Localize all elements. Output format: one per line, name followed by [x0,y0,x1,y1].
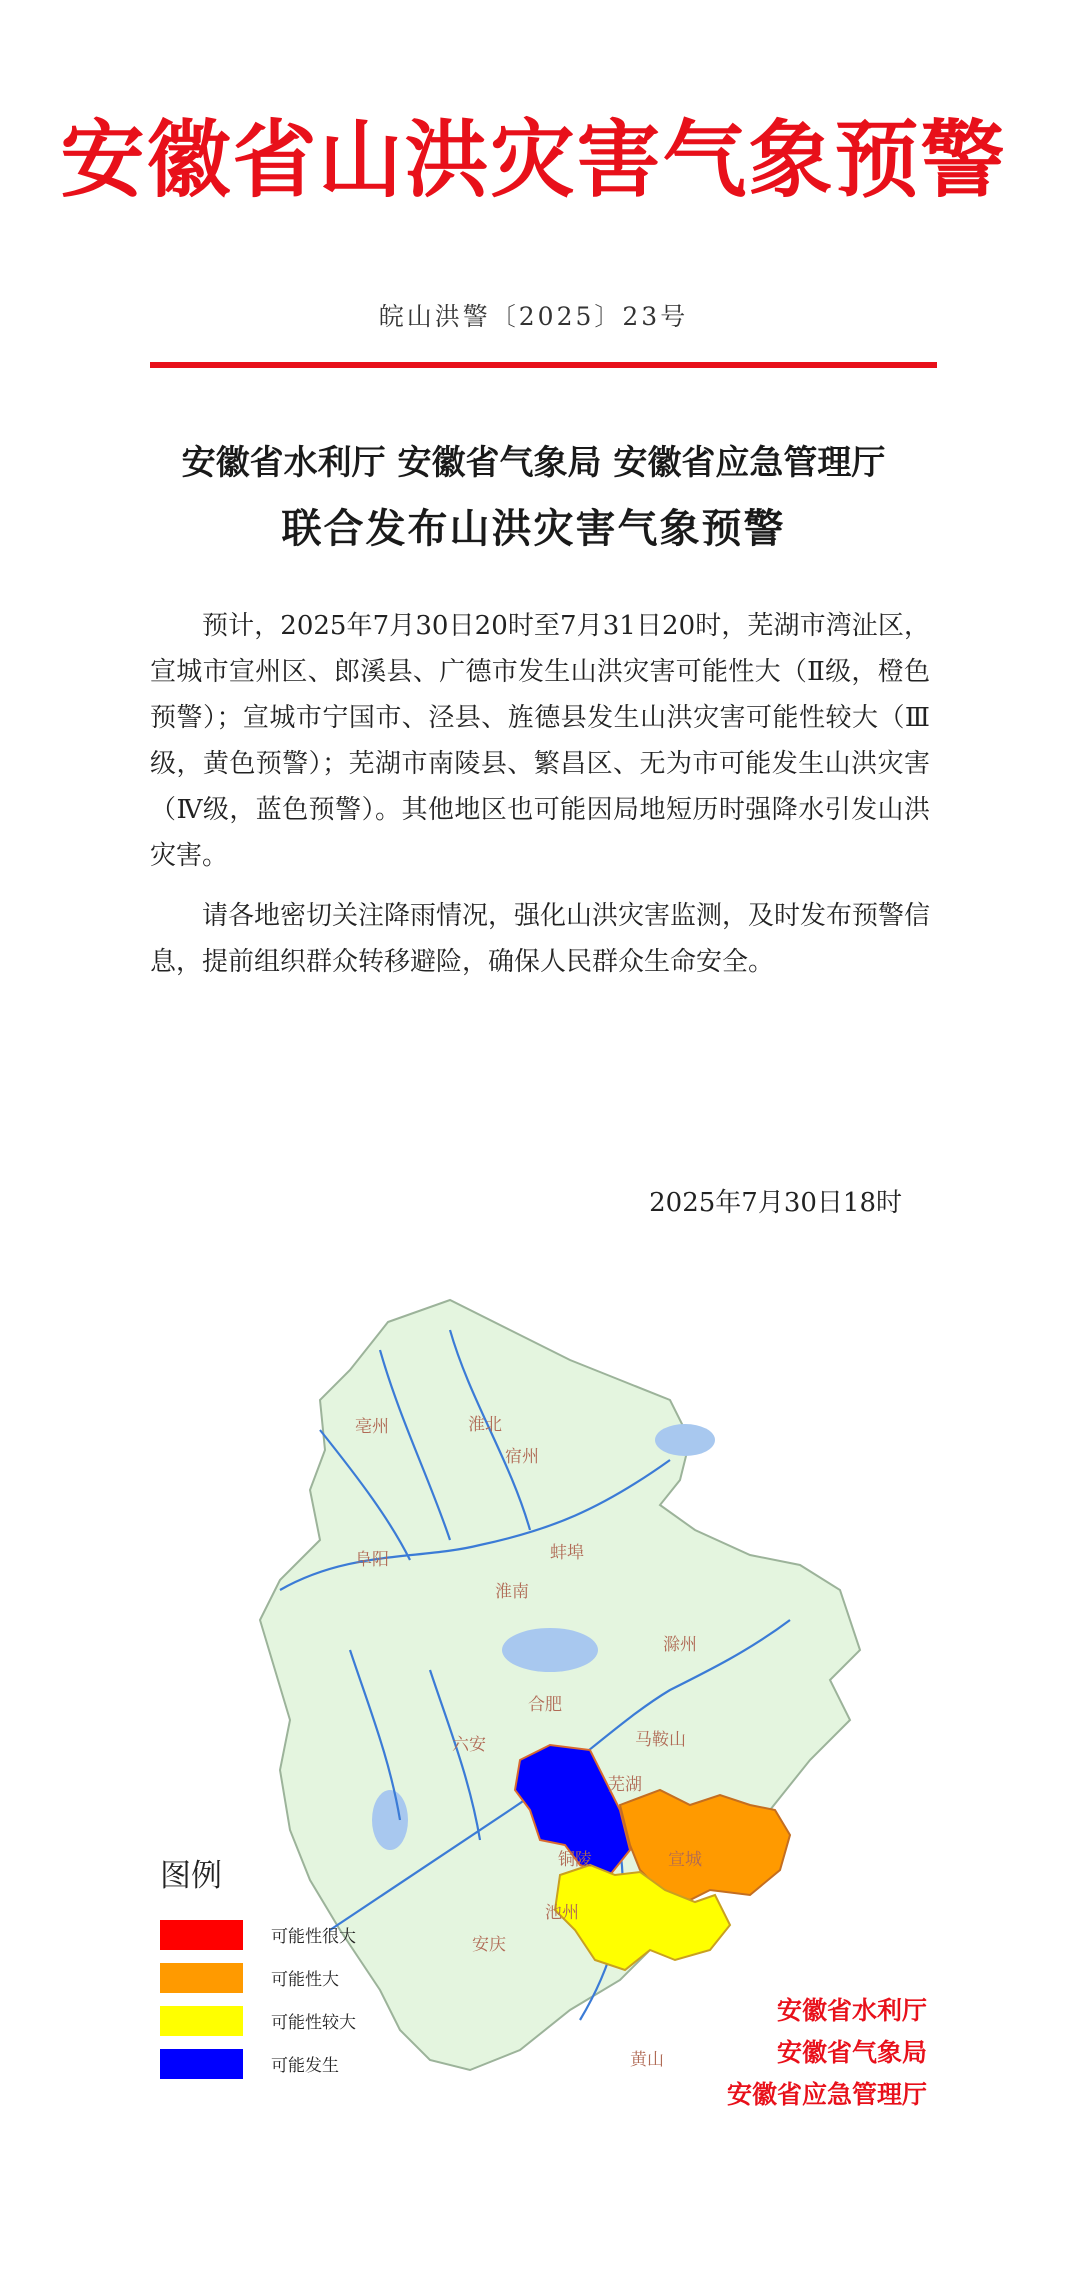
legend-swatch-blue [160,2049,243,2079]
legend-label: 可能性很大 [271,1927,356,1947]
map-legend [160,1850,356,2085]
lake-east [655,1424,715,1456]
lake-southwest [372,1790,408,1850]
city-label-bozhou: 亳州 [355,1417,389,1437]
legend-item-high [160,1956,356,1999]
masthead-title: 安徽省山洪灾害气象预警 [60,110,1007,209]
agency-water-resources: 安徽省水利厅 [776,1996,927,2025]
issuing-agencies: 安徽省水利厅 安徽省气象局 安徽省应急管理厅 [181,443,886,483]
city-label-maanshan: 马鞍山 [635,1730,686,1750]
legend-label: 可能性较大 [271,2013,356,2033]
legend-swatch-yellow [160,2006,243,2036]
city-label-anqing: 安庆 [472,1935,506,1955]
legend-item-very-high [160,1913,356,1956]
city-label-huainan: 淮南 [495,1582,529,1602]
agency-emergency-management: 安徽省应急管理厅 [726,2080,927,2109]
city-label-tongling: 铜陵 [558,1850,592,1870]
city-label-chizhou: 池州 [545,1903,579,1923]
legend-title: 图例 [160,1858,222,1894]
warning-body [150,603,930,999]
document-subtitle: 联合发布山洪灾害气象预警 [281,505,786,552]
legend-swatch-red [160,1920,243,1950]
city-label-wuhu: 芜湖 [608,1775,642,1795]
document-number: 皖山洪警〔2025〕23号 [378,302,689,331]
legend-item-possible [160,2042,356,2085]
agency-meteorology: 安徽省气象局 [776,2038,927,2067]
city-label-bengbu: 蚌埠 [550,1543,584,1563]
issue-date: 2025年7月30日18时 [649,1188,902,1218]
city-label-huangshan: 黄山 [630,2050,664,2070]
city-label-suzhou: 宿州 [505,1447,539,1467]
city-label-huaibei: 淮北 [468,1415,502,1435]
legend-label: 可能性大 [271,1970,339,1990]
city-label-fuyang: 阜阳 [355,1550,389,1570]
red-divider [150,362,937,368]
forecast-paragraph: 预计，2025年7月30日20时至7月31日20时，芜湖市湾沚区，宣城市宣州区、郎溪县、广德市发生山洪灾害可能性大（Ⅱ级，橙色预警）；宣城市宁国市、泾县、旌德县发生山洪灾害可能性较大（Ⅲ级，黄色预警）；芜湖市南陵县、繁昌区、无为市可能发生山洪灾害（Ⅳ级，蓝色预警）。其他地区也可能因局地短历时强降水引发山洪灾害。 [150,611,930,871]
city-label-chuzhou: 滁州 [663,1635,697,1655]
city-label-luan: 六安 [452,1735,486,1755]
legend-item-moderate [160,1999,356,2042]
lake-chaohu [502,1628,598,1672]
legend-label: 可能发生 [271,2056,339,2076]
legend-swatch-orange [160,1963,243,1993]
city-label-hefei: 合肥 [528,1695,562,1715]
advice-paragraph: 请各地密切关注降雨情况，强化山洪灾害监测，及时发布预警信息，提前组织群众转移避险，确保人民群众生命安全。 [150,901,931,977]
city-label-xuancheng: 宣城 [668,1850,702,1870]
map-agency-credits [727,1990,927,2116]
